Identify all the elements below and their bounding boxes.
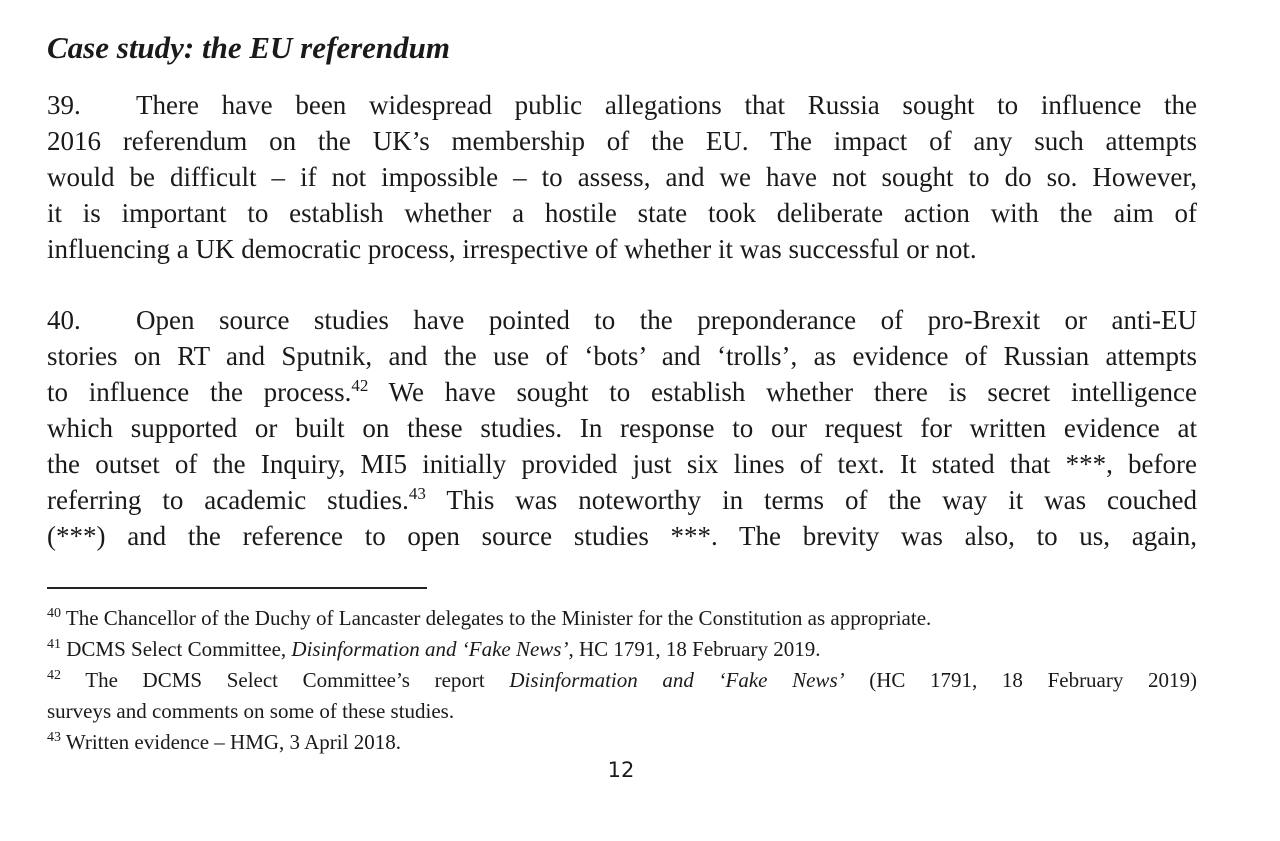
footnotes (47, 603, 1197, 758)
footnote-ref[interactable]: 43 (408, 484, 426, 503)
line: 40. Open source studies have pointed to the preponderance of pro-Brexit or anti-EU (47, 302, 1197, 338)
paragraph-40 (47, 302, 1197, 554)
line: stories on RT and Sputnik, and the use of ‘bots’ and ‘trolls’, as evidence of Russian attempts (47, 341, 1197, 371)
line: to influence the process.$^{42}$ We have sought to establish whether there is secret intelligence (47, 376, 1197, 407)
line: influencing a UK democratic process, irrespective of whether it was successful or not. (47, 234, 977, 264)
line: it is important to establish whether a hostile state took deliberate action with the aim of (47, 198, 1197, 228)
page-number: 12 (607, 758, 635, 782)
line: which supported or built on these studies. In response to our request for written evidence at (47, 413, 1197, 443)
footnote-divider (47, 587, 427, 589)
paragraph-number: 39. (47, 90, 81, 120)
footnote-41: $^{41}$ DCMS Select Committee, Disinformation and ‘Fake News’, HC 1791, 18 February 2019. (47, 637, 821, 661)
paragraph-number: 40. (47, 305, 81, 335)
line: would be difficult – if not impossible – to assess, and we have not sought to do so. However, (47, 162, 1197, 192)
line: referring to academic studies.$^{43}$ This was noteworthy in terms of the way it was couched (47, 484, 1198, 515)
line: 2016 referendum on the UK’s membership of the EU. The impact of any such attempts (47, 126, 1197, 156)
footnote-ref[interactable]: 42 (351, 376, 369, 395)
line: the outset of the Inquiry, MI5 initially provided just six lines of text. It stated that ***, before (47, 449, 1197, 479)
footnote-40: $^{40}$ The Chancellor of the Duchy of Lancaster delegates to the Minister for the Constitution as appropriate. (47, 606, 932, 630)
paragraph-39 (47, 87, 1197, 267)
line: (***) and the reference to open source studies ***. The brevity was also, to us, again, (47, 521, 1197, 551)
line: 39. There have been widespread public allegations that Russia sought to influence the (47, 87, 1197, 123)
footnote-43: $^{43}$ Written evidence – HMG, 3 April 2018. (47, 730, 401, 754)
footnote-42-cont: surveys and comments on some of these studies. (47, 699, 455, 723)
footnote-42: $^{42}$ The DCMS Select Committee’s report Disinformation and ‘Fake News’ (HC 1791, 18 February 2019) (47, 668, 1198, 692)
section-heading: Case study: the EU referendum (47, 30, 450, 65)
